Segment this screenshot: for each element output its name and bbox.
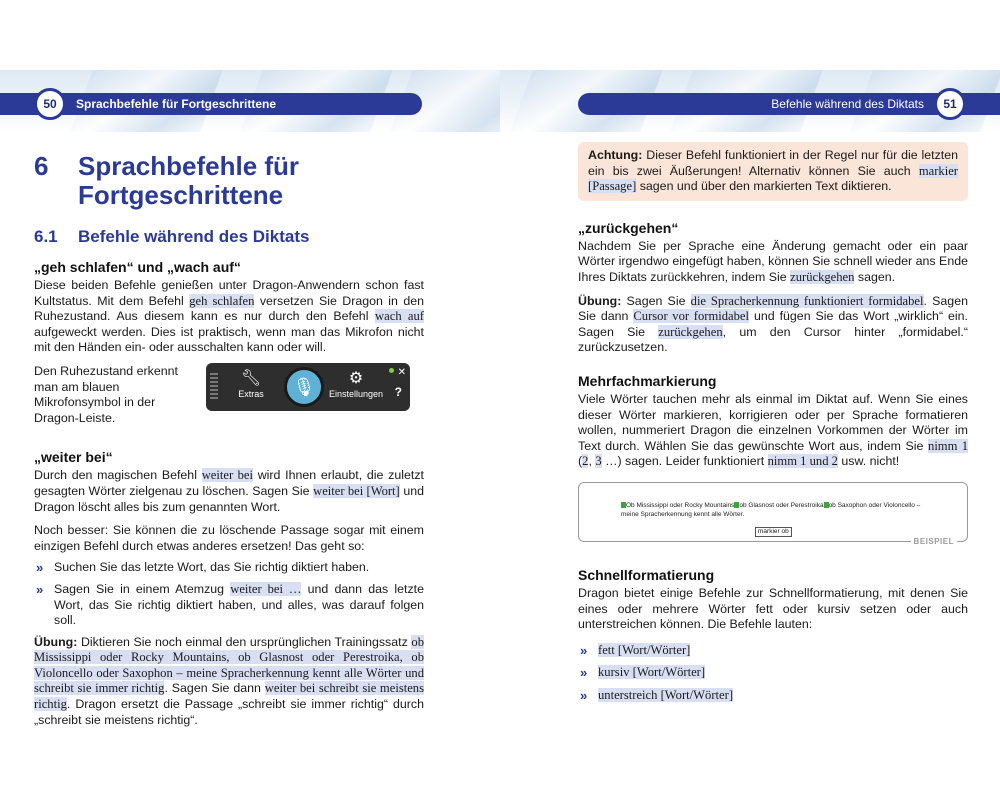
example-text: Ob Mississippi oder Rocky Mountains ob Glasnost oder Perestroika ob Saxophon oder Violoncello – meine Spracherkennung kennt alle Wörter. [621,501,921,518]
chapter-title [34,152,424,210]
command: fett [Wort/Wörter] [598,642,691,657]
command: weiter bei [Wort] [313,483,400,498]
status-dot [389,368,394,373]
list-item: » Sagen Sie in einem Atemzug weiter bei … und dann das letzte Wort, das Sie richtig diktiert haben, und alles, was darauf folgen soll. [36,581,424,628]
exercise: Übung: Diktieren Sie noch einmal den ursprünglichen Trainingssatz ob Mississippi oder Rocky Mountains, ob Glasnost oder Perestroika, ob Violoncello oder Saxophon – meine Spracherkennung kennt alle Wörter und schreibt sie immer richtig. Sagen Sie dann weiter bei schreibt sie meistens richtig. Dragon ersetzt die Passage „schreibt sie immer richtig“ durch „schreibt sie meistens richtig“. [34,634,425,727]
command: 3 [595,454,602,469]
close-icon: ✕ [397,366,406,378]
heading-schnellformatierung: Schnellformatierung [578,566,715,583]
command: weiter bei schreibt sie meistens richtig [34,681,425,712]
chapter-title-line2: Fortgeschrittene [78,180,284,210]
chevron-right-icon: » [36,560,44,576]
section-title [34,226,424,248]
list-item [578,665,968,681]
example-label: BEISPIEL [911,537,957,547]
drag-handle [210,373,218,401]
help-icon: ? [394,384,402,399]
right-content [578,142,968,710]
running-header: Sprachbefehle für Fortgeschrittene [0,93,422,115]
command: zurückgehen [790,269,855,284]
command: zurückgehen [658,324,723,339]
list-item [578,688,968,704]
command: ob Mississippi oder Rocky Mountains, ob Glasnost oder Perestroika, ob Violoncello oder Saxophon – meine Spracherkennung kennt alle Wörter und schreibt sie immer richtig [34,634,424,696]
chapter-title-line1: Sprachbefehle für [78,151,300,181]
heading-zurueckgehen: „zurückgehen“ [578,219,679,236]
settings-tool: ⚙ Einstellungen [326,369,386,399]
chevron-right-icon: » [36,581,44,597]
chapter-number: 6 [34,151,49,181]
command: die Spracherkennung funktioniert formidabel [690,293,924,308]
right-page [500,0,1000,800]
section-number: 6.1 [34,227,58,246]
command: unterstreich [Wort/Wörter] [598,687,734,702]
paragraph: Durch den magischen Befehl weiter bei wird Ihnen erlaubt, die zuletzt gesagten Wörter zielgenau zu löschen. Sagen Sie weiter bei [Wort] und Dragon löscht alles bis zum genannten Wort. [34,468,425,514]
paragraph: Diese beiden Befehle genießen unter Dragon-Anwendern schon fast Kultstatus. Mit dem Befehl geh schlafen versetzen Sie Dragon in den Ruhezustand. Aus diesem kann es nur durch den Befehl wach auf aufgeweckt werden. Dies ist praktisch, wenn man das Mikrofon nicht mit den Händen ein- oder ausschalten kann oder will. [34,278,424,355]
list-item: » Suchen Sie das letzte Wort, das Sie richtig diktiert haben. [36,560,370,576]
command-badge: markier ob [755,527,792,537]
left-content [34,148,424,728]
command: geh schlafen [189,293,255,308]
page-number: 50 [34,88,66,120]
dragon-toolbar [206,363,410,411]
command-list [578,643,968,704]
command: weiter bei [201,468,253,483]
paragraph: Noch besser: Sie können die zu löschende Passage sogar mit einem einzigen Befehl durch etwas anderes ersetzen! Das geht so: [34,523,424,553]
command: 2 [582,454,589,469]
extras-tool: 🔧︎ Extras [226,369,276,399]
paragraph: Nachdem Sie per Sprache eine Änderung gemacht oder ein paar Wörter irgendwo eingefügt haben, können Sie schnell wieder ans Ende Ihres Diktats zurückkehren, indem Sie zurückgehen sagen. [578,238,968,284]
command: weiter bei … [230,581,302,596]
command: kursiv [Wort/Wörter] [598,665,706,680]
wrench-icon: 🔧︎ [240,369,262,387]
command: nimm 1 [928,438,968,453]
heading-geh-schlafen: „geh schlafen“ und „wach auf“ [34,259,241,275]
section-title-text: Befehle während des Diktats [78,227,310,246]
chevron-right-icon: » [580,687,588,703]
chevron-right-icon: » [580,665,588,681]
paragraph: Viele Wörter tauchen mehr als einmal im Diktat auf. Wenn Sie eines dieser Wörter markieren, korrigieren oder per Sprache formatieren wollen, nummeriert Dragon die einzelnen Vorkommen der Wörter im Text durch. Wählen Sie das gewünschte Wort aus, indem Sie nimm 1 (2, 3 …) sagen. Leider funktioniert nimm 1 und 2 usw. nicht! [578,391,968,469]
page-number: 51 [934,88,966,120]
paragraph: Dragon bietet einige Befehle zur Schnellformatierung, mit denen Sie eines oder mehrere Wörter fett oder kursiv setzen oder auch unterstreichen können. Die Befehle lauten: [578,585,968,632]
warning-note: Achtung: Dieser Befehl funktioniert in der Regel nur für die letzten ein bis zwei Äußerungen! Alternativ können Sie auch markier [Passage] sagen und über den markierten Text diktieren. [578,142,968,201]
gear-icon: ⚙ [348,369,364,387]
exercise: Übung: Sagen Sie die Spracherkennung funktioniert formidabel. Sagen Sie dann Cursor vor formidabel und fügen Sie das Wort „wirklich“ ein. Sagen Sie zurückgehen, um den Cursor hinter „formidabel.“ zurückzusetzen. [578,293,969,355]
command: nimm 1 und 2 [767,454,838,469]
heading-mehrfachmarkierung: Mehrfachmarkierung [578,372,717,389]
bullet-list [34,560,424,628]
running-header: Befehle während des Diktats [578,93,1000,115]
ruhezustand-text: Den Ruhezustand erkennt man am blauen Mikrofonsymbol in der Dragon-Leiste. [34,363,178,425]
command: Cursor vor formidabel [633,309,750,324]
chevron-right-icon: » [580,642,588,658]
microphone-icon: 🎙︎ [284,367,324,407]
command: wach auf [375,309,424,324]
list-item [578,643,968,659]
heading-weiter-bei: „weiter bei“ [34,449,113,466]
command: markier [Passage] [588,163,958,194]
example-box [578,482,968,546]
ruhezustand-row [34,364,424,426]
